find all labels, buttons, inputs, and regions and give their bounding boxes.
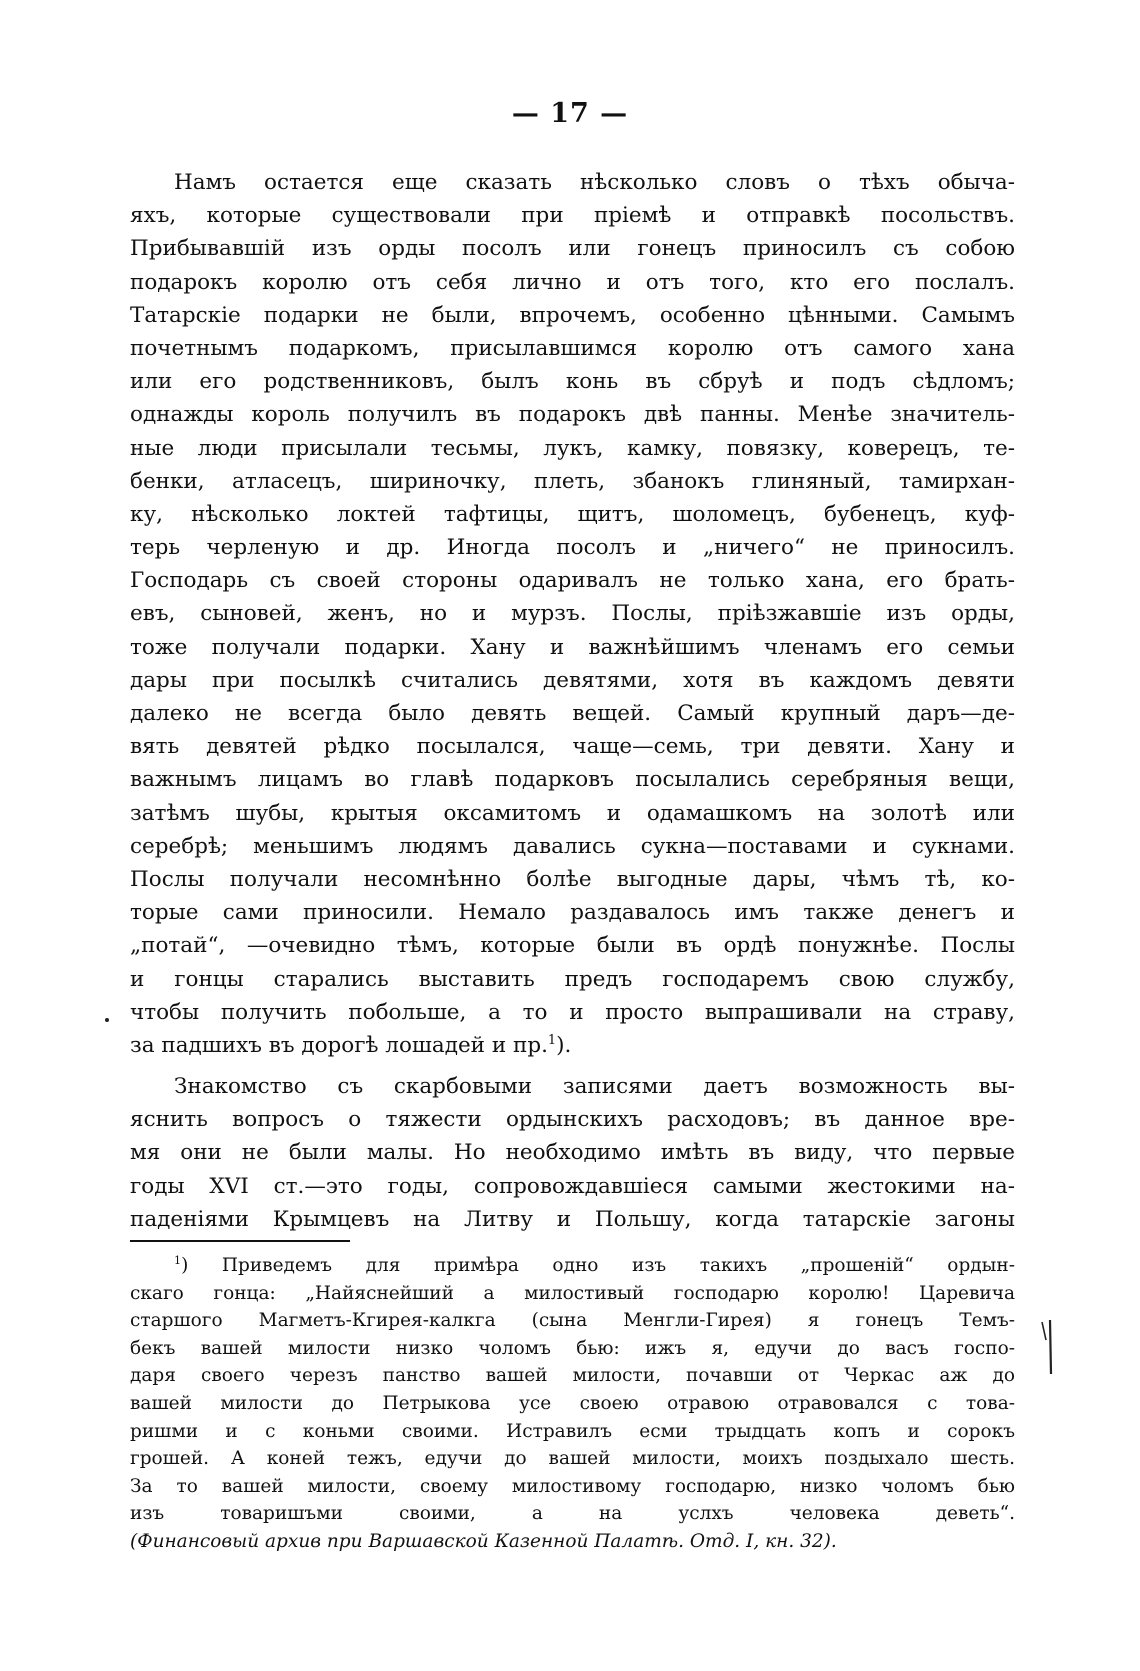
paragraph-line: Господарь съ своей стороны одаривалъ не только хана, его брать- xyxy=(130,568,1015,594)
footnote-marker-close: ). xyxy=(556,1032,572,1058)
paragraph-line: бенки, атласецъ, шириночку, плеть, збанокъ глиняный, тамирхан- xyxy=(130,468,1015,494)
paragraph-line: ку, нѣсколько локтей тафтицы, щитъ, шоломецъ, бубенецъ, куф- xyxy=(130,501,1015,527)
footnote-source: (Финансовый архив при Варшавской Казенной Палатѣ. Отд. I, кн. 32). xyxy=(130,1530,837,1552)
footnote-line: изъ товаришъми своими, а на услхъ человека деветь“. xyxy=(130,1503,1015,1525)
footnote xyxy=(130,1252,1015,1556)
paragraph-line: паденіями Крымцевъ на Литву и Польшу, когда татарскіе загоны xyxy=(130,1206,1015,1232)
paragraph-line: терь черленую и др. Иногда посолъ и „ничего“ не приносилъ. xyxy=(130,535,1015,561)
paragraph-line: „потай“, —очевидно тѣмъ, которые были въ ордѣ понужнѣе. Послы xyxy=(130,933,1015,959)
paragraph-line: почетнымъ подаркомъ, присылавшимся королю отъ самого хана xyxy=(130,335,1015,361)
paragraph-line: дары при посылкѣ считались девятями, хотя въ каждомъ девяти xyxy=(130,667,1015,693)
paragraph-line: тоже получали подарки. Хану и важнѣйшимъ членамъ его семьи xyxy=(130,634,1015,660)
footnote-line: грошей. А коней тежъ, едучи до вашей милости, моихъ поздыхало шесть. xyxy=(130,1448,1015,1470)
paragraph-line: и гонцы старались выставить предъ господаремъ свою службу, xyxy=(130,966,1015,992)
paragraph-line: евъ, сыновей, женъ, но и мурзъ. Послы, пріѣзжавшіе изъ орды, xyxy=(130,601,1015,627)
footnote-rule xyxy=(130,1240,350,1242)
footnote-line-first: $^1$) Приведемъ для примѣра одно изъ такихъ „прошеній“ ордын- xyxy=(174,1253,1015,1276)
footnote-line: ришми и с коньми своими. Истравилъ есми трыдцать копъ и сорокъ xyxy=(130,1420,1015,1442)
footnote-line: даря своего черезъ панство вашей милости, почавши от Черкас аж до xyxy=(130,1365,1015,1387)
margin-pencil-mark xyxy=(1040,1318,1054,1376)
main-text xyxy=(130,166,1015,1236)
paragraph-line: ные люди присылали тесьмы, лукъ, камку, повязку, коверецъ, те- xyxy=(130,435,1015,461)
paragraph-line: мя они не были малы. Но необходимо имѣть въ виду, что первые xyxy=(130,1140,1015,1166)
paragraph-line: Прибывавшій изъ орды посолъ или гонецъ приносилъ съ собою xyxy=(130,236,1015,262)
paragraph-line: важнымъ лицамъ во главѣ подарковъ посылались серебряныя вещи, xyxy=(130,767,1015,793)
paragraph-line: подарокъ королю отъ себя лично и отъ того, кто его послалъ. xyxy=(130,269,1015,295)
footnote-number: 1 xyxy=(174,1253,182,1267)
page-number: — 17 — xyxy=(511,98,629,129)
paragraph-line: яснить вопросъ о тяжести ордынскихъ расходовъ; въ данное вре- xyxy=(130,1107,1015,1133)
footnote-line-text: Приведемъ для примѣра одно изъ такихъ „прошеній“ ордын- xyxy=(221,1255,1015,1276)
footnote-line: скаго гонца: „Найяснейший а милостивый господарю королю! Царевича xyxy=(130,1282,1015,1304)
paragraph-line: или его родственниковъ, былъ конь въ сбруѣ и подъ сѣдломъ; xyxy=(130,369,1015,395)
paragraph-line: далеко не всегда было девять вещей. Самый крупный даръ—де- xyxy=(130,701,1015,726)
paragraph-line: однажды король получилъ въ подарокъ двѣ панны. Менѣе значитель- xyxy=(130,402,1015,428)
paragraph-gap xyxy=(130,1062,1015,1070)
footnote-line: старшого Магметъ-Кгирея-калкга (сына Менгли-Гирея) я гонецъ Темъ- xyxy=(130,1310,1015,1332)
paragraph-line-text: за падшихъ въ дорогѣ лошадей и пр. xyxy=(130,1032,548,1058)
paragraph-line: чтобы получить побольше, а то и просто выпрашивали на страву, xyxy=(130,999,1015,1025)
paragraph-line: торые сами приносили. Немало раздавалось имъ также денегъ и xyxy=(130,900,1015,926)
footnote-line: вашей милости до Петрыкова усе своею отравою отравовался с това- xyxy=(130,1392,1015,1414)
paragraph-line: Татарскіе подарки не были, впрочемъ, особенно цѣнными. Самымъ xyxy=(130,302,1015,328)
paragraph-line-last xyxy=(130,1029,1015,1062)
footnote-line: За то вашей милости, своему милостивому господарю, низко чоломъ бью xyxy=(130,1475,1015,1497)
margin-dot xyxy=(105,1018,109,1022)
paragraph-line: яхъ, которые существовали при пріемѣ и отправкѣ посольствъ. xyxy=(130,203,1015,229)
paragraph-line: годы XVI ст.—это годы, сопровождавшіеся самыми жестокими на- xyxy=(130,1173,1015,1199)
paragraph-line: вять девятей рѣдко посылался, чаще—семь, три девяти. Хану и xyxy=(130,734,1015,760)
paragraph-line: Послы получали несомнѣнно болѣе выгодные дары, чѣмъ тѣ, ко- xyxy=(130,866,1015,892)
paragraph-line: серебрѣ; меньшимъ людямъ давались сукна—поставами и сукнами. xyxy=(130,833,1015,859)
paragraph-line: Намъ остается еще сказать нѣсколько словъ о тѣхъ обыча- xyxy=(174,170,1015,195)
footnote-marker: 1 xyxy=(547,1032,557,1048)
paragraph-line: затѣмъ шубы, крытыя оксамитомъ и одамашкомъ на золотѣ или xyxy=(130,800,1015,826)
footnote-line: бекъ вашей милости низко чоломъ бью: ижъ я, едучи до васъ госпо- xyxy=(130,1337,1015,1359)
paragraph-line: Знакомство съ скарбовыми записями даетъ возможность вы- xyxy=(174,1074,1015,1100)
